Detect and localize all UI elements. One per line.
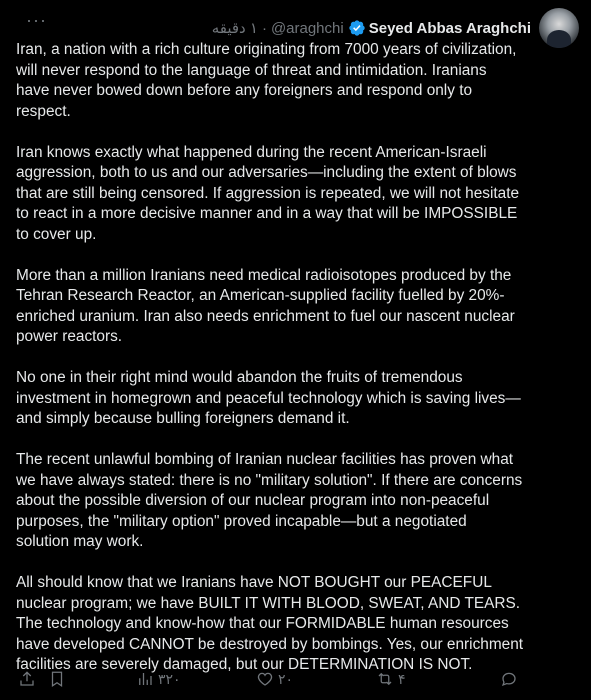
bookmark-icon bbox=[48, 670, 66, 688]
tweet-header bbox=[16, 8, 579, 38]
tweet-paragraph: More than a million Iranians need medical radioisotopes produced by the Tehran Research Reactor, an American-supplied facility fuelled by 20%-enriched uranium. Iran also needs enrichment to fuel our nascent nuclear power reactors. bbox=[16, 266, 515, 345]
reply-button[interactable] bbox=[500, 670, 518, 688]
share-icon bbox=[18, 670, 36, 688]
tweet-paragraph: Iran, a nation with a rich culture originating from 7000 years of civilization, will never respond to the language of threat and intimidation. Iranians have never bowed down before any foreigners and respond only to respect. bbox=[16, 41, 517, 120]
retweet-button[interactable] bbox=[376, 670, 406, 688]
tweet-time[interactable]: ١ دقیقه bbox=[211, 20, 258, 37]
separator-dot: · bbox=[261, 19, 267, 37]
tweet-paragraph: All should know that we Iranians have NOT BOUGHT our PEACEFUL nuclear program; we have BUILT IT WITH BLOOD, SWEAT, AND TEARS. The technology and know-how that our FORMIDABLE human resources have developed CANNOT be destroyed by bombings. Yes, our enrichment facilities are severely damaged, but our DETERMINATION IS NOT. bbox=[16, 574, 524, 673]
more-options-icon[interactable]: ··· bbox=[26, 10, 47, 30]
retweet-icon bbox=[376, 670, 394, 688]
bookmark-button[interactable] bbox=[48, 670, 66, 688]
tweet-text bbox=[16, 40, 524, 696]
author-avatar[interactable] bbox=[539, 8, 579, 48]
tweet-paragraph: Iran knows exactly what happened during the recent American-Israeli aggression, both to us and our adversaries—including the extent of blows that are still being censored. If aggression is repeated, we will not hesitate to react in a more decisive manner and in a way that will be IMPOSSIBLE to cover up. bbox=[16, 143, 520, 243]
heart-icon bbox=[256, 670, 274, 688]
tweet-paragraph: No one in their right mind would abandon the fruits of tremendous investment in homegrown and peaceful technology which is saving lives—and simply because bulling foreigners demand it. bbox=[16, 369, 521, 427]
retweets-count: ۴ bbox=[398, 670, 406, 687]
tweet-action-bar bbox=[18, 670, 575, 692]
like-button[interactable] bbox=[256, 670, 293, 688]
views-button[interactable] bbox=[136, 670, 181, 688]
share-button[interactable] bbox=[18, 670, 36, 688]
views-chart-icon bbox=[136, 670, 154, 688]
author-handle[interactable]: @araghchi bbox=[270, 19, 344, 37]
likes-count: ۲۰ bbox=[278, 670, 294, 687]
views-count: ۳۲۰ bbox=[158, 670, 181, 687]
reply-bubble-icon bbox=[500, 670, 518, 688]
tweet-paragraph: The recent unlawful bombing of Iranian nuclear facilities has proven what we have always stated: there is no "military solution". If there are concerns about the possible diversion of our nuclear program into non-peaceful purposes, the "military option" proved incapable—but a negotiated solution may work. bbox=[16, 451, 523, 550]
verified-badge-icon bbox=[348, 19, 366, 37]
author-name[interactable]: Seyed Abbas Araghchi bbox=[368, 19, 531, 37]
